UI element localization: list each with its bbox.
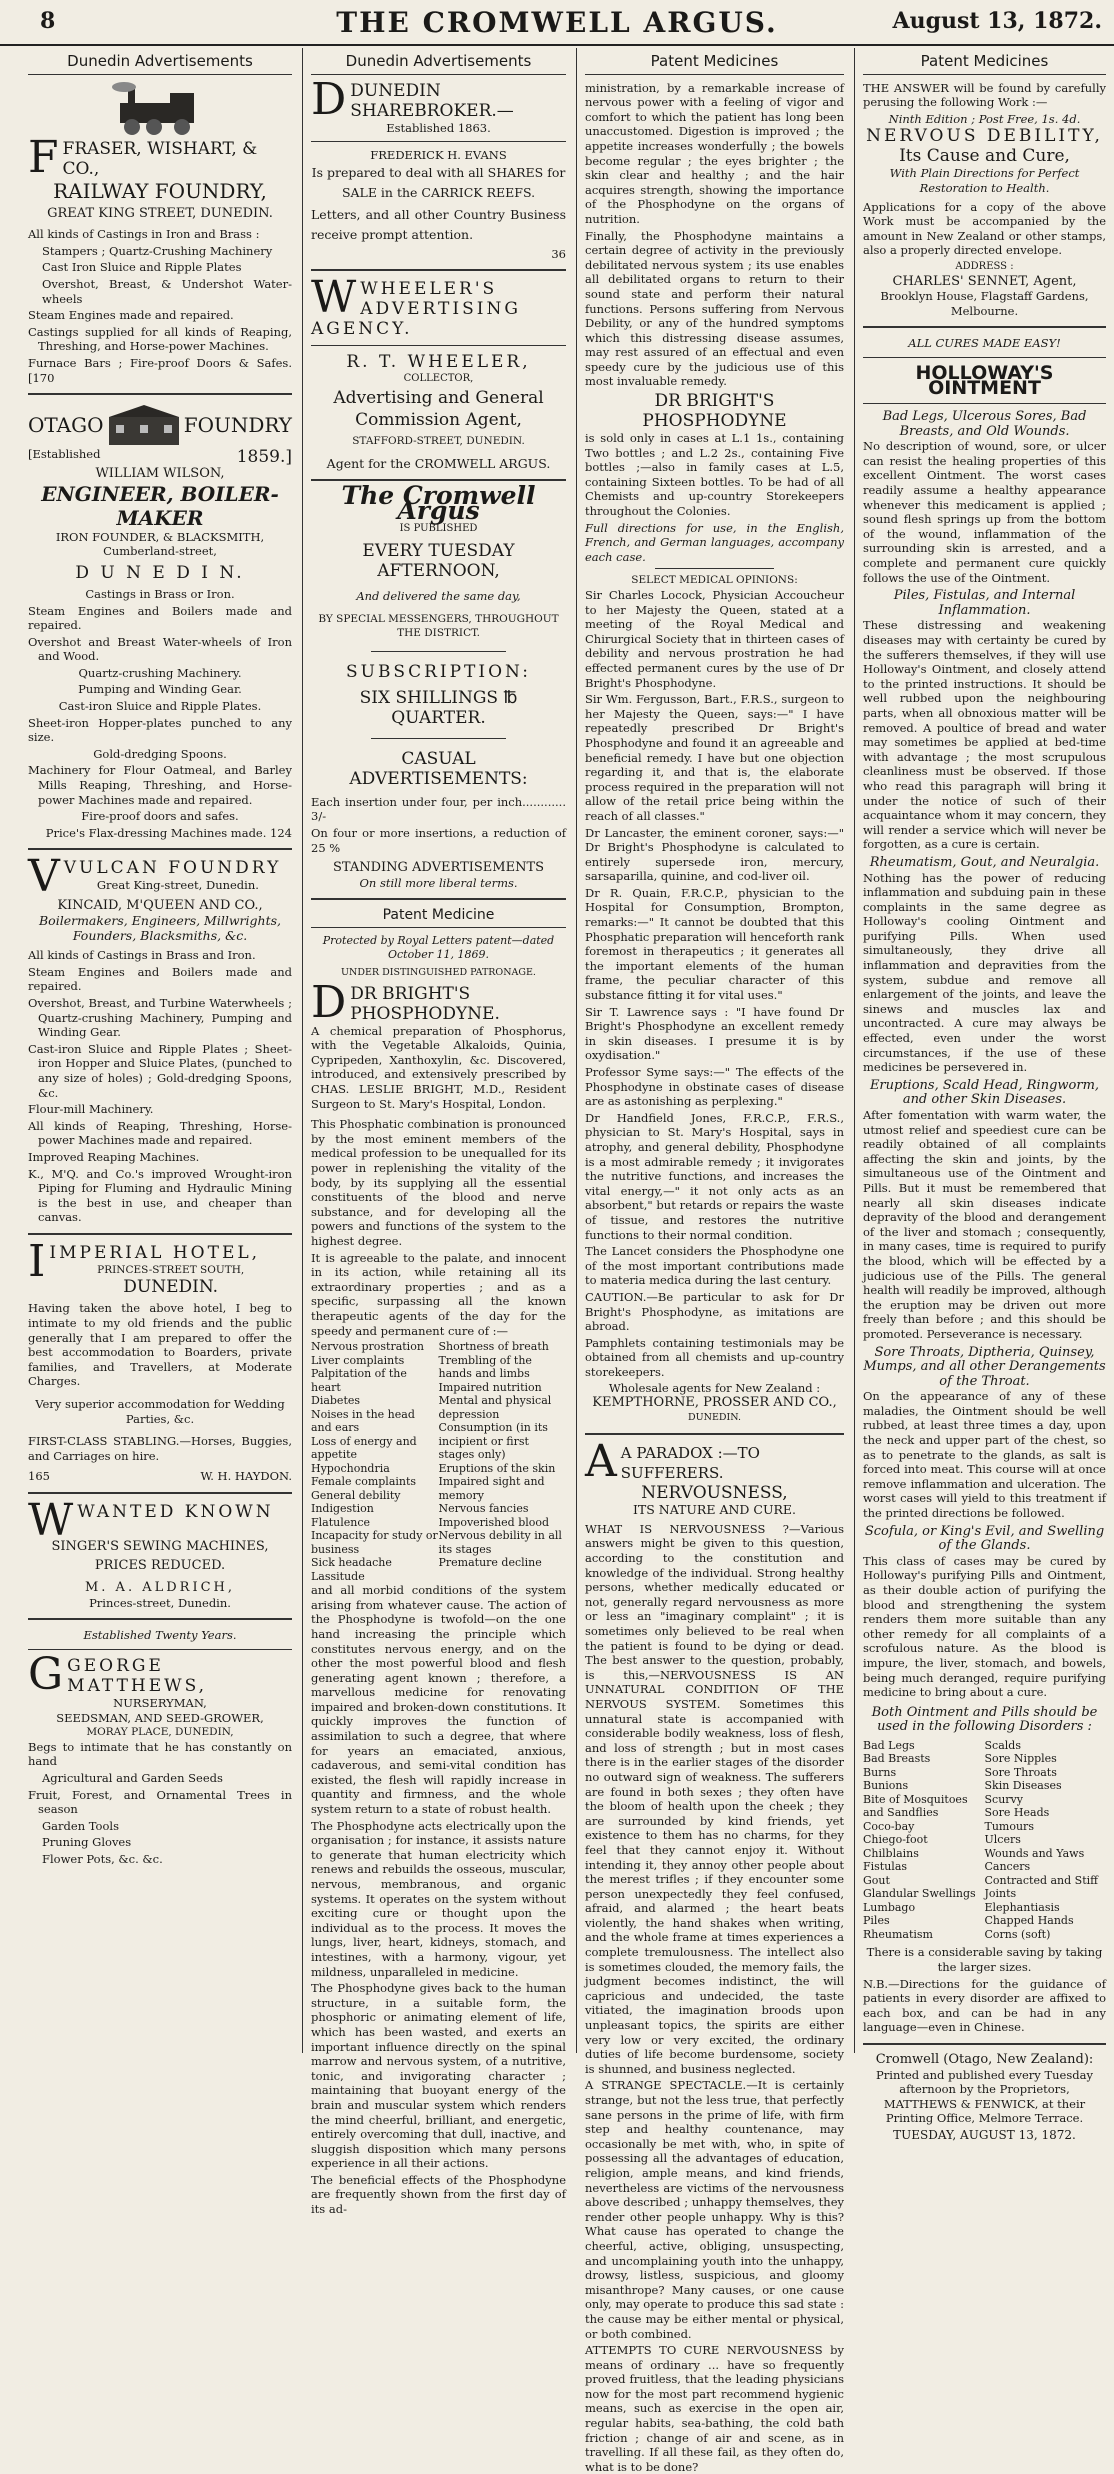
c3-p8: Dr R. Quain, F.R.C.P., physician to the Hospital for Consumption, Brompton, remarks:—" It cannot be doubted that this Phosphatic preparation will henceforth rank foremost in therapeutics ; it generates all the important elements of the human frame, the peculiar character of this substance fitting it for vital uses." [585,885,844,1003]
argus-casual: CASUAL ADVERTISEMENTS: [349,748,528,789]
imperial-num: 165 [28,1469,50,1484]
c4-date: TUESDAY, AUGUST 13, 1872. [893,2127,1076,2142]
c3-p9: Sir T. Lawrence says : "I have found Dr Bright's Phosphodyne an excellent remedy in skin diseases. I presume it is by oxydisation." [585,1004,844,1063]
vulcan-advert: V VULCAN FOUNDRY Great King-street, Dunedin. KINCAID, M'QUEEN AND CO., Boilermakers, Engineers, Millwrights, Founders, Blacksmiths, &c. All kinds of Castings in Brass and Iron. Steam Engines and Boilers made and repaired. Overshot, Breast, and Turbine Waterwheels ; Quartz-crushing Machinery, Pumping and Winding Gear. Cast-iron Sluice and Ripple Plates ; Sheet-iron Hopper and Sluice Plates, (punched to any size of holes) ; Gold-dredging Spoons, &c. Flour-mill Machinery. All kinds of Reaping, Threshing, Horse-power Machines made and repaired. Improved Reaping Machines. K., M'Q. and Co.'s improved Wrought-iron Piping for Fluming and Hydraulic Mining is the best in use, and cheaper than canvas. [28,851,292,1225]
otago-sub: IRON FOUNDER, & BLACKSMITH, [55,529,265,544]
fraser-address: GREAT KING STREET, DUNEDIN. [47,205,273,221]
list-item: Elephantiasis [984,1900,1060,1914]
fraser-line: Furnace Bars ; Fire-proof Doors & Safes. [170 [28,355,292,385]
argus-four: On four or more insertions, a reduction of 25 % [311,825,566,855]
imperial-wedding: Very superior accommodation for Wedding Parties, &c. [35,1397,285,1426]
vulcan-owners: KINCAID, M'QUEEN AND CO., [57,898,263,914]
c4-sub3: Rheumatism, Gout, and Neuralgia. [869,854,1100,870]
c3-p10: Professor Syme says:—" The effects of the Phosphodyne in obstinate cases of disease are as astonishing as perplexing." [585,1065,844,1109]
c4-holloway: HOLLOWAY'S OINTMENT [915,361,1054,399]
list-item: Diabetes [311,1394,361,1408]
vulcan-line: K., M'Q. and Co.'s improved Wrought-iron Piping for Fluming and Hydraulic Mining is the best in use, and cheaper than canvas. [28,1166,292,1225]
list-item: Sick headache [311,1556,392,1570]
list-item: Tumours [984,1819,1034,1833]
fraser-line: Overshot, Breast, & Undershot Water-wheels [42,276,292,306]
sharebroker-name: FREDERICK H. EVANS [370,148,507,163]
c4-both: Both Ointment and Pills should be used in the following Disorders : [871,1704,1098,1735]
otago-trade: ENGINEER, BOILER-MAKER [41,481,279,530]
patent-p6: The Phosphodyne gives back to the human structure, in a suitable form, the phosphoric or animating element of life, which has been wasted, and exerts an important influence directly on the spinal marrow and nervous system, of a nutritive, tonic, and invigorating character ; maintaining that buoyant energy of the brain and muscular system which renders the mind cheerful, brilliant, and energetic, entirely overcoming that dull, inactive, and sluggish disposition which many persons experience in all their actions. [311,1981,566,2171]
list-item: Fistulas [863,1860,908,1874]
c4-sub5: Sore Throats, Diptheria, Quinsey, Mumps, and all other Derangements of the Throat. [863,1344,1106,1389]
argus-advert [311,481,566,890]
column-1 [20,48,300,2053]
c4-imprint: Cromwell (Otago, New Zealand): [875,2052,1094,2067]
matthews-item: Flower Pots, &c. &c. [42,1851,163,1866]
otago-line: Machinery for Flour Oatmeal, and Barley Mills Reaping, Threshing, and Horse-power Machines made and repaired. [28,763,292,807]
paradox-p1: WHAT IS NERVOUSNESS ?—Various answers might be given to this question, according to the constitution and knowledge of the individual. Strong healthy persons, whether medically educated or not, generally regard nervousness as more or less an "imaginary complaint" ; it is sometimes only believed to be real when the patient is found to be dying or dead. The best answer to the question, probably, is this,—NERVOUSNESS IS AN UNNATURAL CONDITION OF THE NERVOUS SYSTEM. Sometimes this unnatural state is accompanied with considerable bodily weakness, loss of flesh, and loss of strength ; but in most cases there is in the earlier stages of the disorder no outward sign of weakness. The sufferers are found in both sexes ; they often have the bloom of health upon the cheek ; they are surrounded by kind friends, yet existence to them has no charms, for they feel that they cannot enjoy it. Without intending it, they annoy other people about the merest trifles ; if they encounter some person unexpectedly they feel confused, afraid, and alarmed ; the heart beats violently, the hand shakes when writing, and the whole frame at times experiences a complete tremulousness. The intellect also is sometimes clouded, the memory fails, the judgment becomes indistinct, the will capricious and undecided, the taste vitiated, the imagination broods upon unpleasant topics, the spirits are either very low or very excited, the ordinary duties of life become burdensome, society is shunned, and business neglected. [585,1521,844,2076]
argus-standing: STANDING ADVERTISEMENTS [332,860,545,876]
otago-owner: WILLIAM WILSON, [95,466,225,482]
wheeler-agent: Agent for the CROMWELL ARGUS. [326,455,551,471]
sharebroker-letters: Letters, and all other Country Business receive prompt attention. [311,206,566,242]
imperial-street: PRINCES-STREET SOUTH, [97,1263,245,1276]
c4-address: ADDRESS : [955,260,1014,272]
column-heading: Patent Medicines [585,48,844,75]
argus-subs: SUBSCRIPTION: [345,661,532,682]
matthews-name: GEORGE MATTHEWS, [67,1655,208,1696]
wanted-l1: SINGER'S SEWING MACHINES, [51,1539,269,1554]
wanted-street: Princes-street, Dunedin. [89,1595,231,1610]
list-item: Burns [863,1765,897,1779]
list-item: Lumbago [863,1900,916,1914]
matthews-est: Established Twenty Years. [83,1628,237,1643]
vulcan-line: Steam Engines and Boilers made and repaired. [28,964,292,994]
patent-patron: UNDER DISTINGUISHED PATRONAGE. [341,967,536,979]
otago-est: [Established [28,447,101,462]
fraser-advert: F FRASER, WISHART, & CO., RAILWAY FOUNDRY, GREAT KING STREET, DUNEDIN. All kinds of Castings in Iron and Brass : Stampers ; Quartz-Crushing Machinery Cast Iron Sluice and Ripple Plates Overshot, Breast, & Undershot Water-wheels Steam Engines made and repaired. Castings supplied for all kinds of Reaping, Threshing, and Horse-power Machines. Furnace Bars ; Fire-proof Doors & Safes. [170 [28,81,292,386]
vulcan-line: Improved Reaping Machines. [28,1149,200,1164]
masthead [0,0,1114,46]
paradox-sub: ITS NATURE AND CURE. [632,1502,797,1518]
otago-street: Cumberland-street, [103,544,217,559]
list-item: General debility [311,1488,401,1502]
list-item: Glandular Swellings [863,1887,976,1901]
imperial-sig: W. H. HAYDON. [200,1469,292,1484]
list-item: Scurvy [984,1792,1023,1806]
wanted-advert: W WANTED KNOWN SINGER'S SEWING MACHINES, PRICES REDUCED. M. A. ALDRICH, Princes-street, Dunedin. [28,1502,292,1610]
matthews-item: Fruit, Forest, and Ornamental Trees in season [28,1787,292,1817]
c3-p7: Dr Lancaster, the eminent coroner, says:—" Dr Bright's Phosphodyne is calculated to entirely supersede iron, mercury, sarsaparilla, quinine, and cod-liver oil. [585,825,844,884]
matthews-item: Agricultural and Garden Seeds [42,1770,223,1785]
wheeler-street: STAFFORD-STREET, DUNEDIN. [352,434,525,447]
wanted-title: WANTED KNOWN [77,1502,274,1522]
locomotive-icon [110,81,210,139]
otago-line: Cast-iron Sluice and Ripple Plates. [58,699,262,714]
list-item: Bad Breasts [863,1752,931,1766]
c4-apps: Applications for a copy of the above Work must be accompanied by the amount in New Zealand or other stamps, also a properly directed envelope. [863,199,1106,258]
fraser-line: Castings supplied for all kinds of Reaping, Threshing, and Horse-power Machines. [28,324,292,354]
list-item: Contracted and Stiff Joints [984,1873,1098,1901]
foundry-building-icon [104,403,184,447]
list-item: Chapped Hands [984,1914,1074,1928]
list-item: Scalds [984,1738,1021,1752]
list-item: Chilblains [863,1846,919,1860]
c3-p2: Finally, the Phosphodyne maintains a certain degree of activity in the previously debilitated nervous system ; its use enables all debilitated organs to return to their sound state and perform their natural functions. Persons suffering from Nervous Debility, or any of the hundred symptoms which this distressing disease assumes, may rest assured of an effectual and even speedy cure by the judicious use of this most invaluable remedy. [585,228,844,389]
c3-p14: Pamphlets containing testimonials may be obtained from all chemists and up-country storekeepers. [585,1335,844,1379]
argus-pub: IS PUBLISHED [399,523,478,535]
c4-saving: There is a considerable saving by taking the larger sizes. [866,1945,1103,1975]
list-item: Loss of energy and appetite [311,1434,417,1462]
fraser-line: All kinds of Castings in Iron and Brass : [28,227,260,242]
list-item: Nervous prostration [311,1340,424,1354]
argus-delivered: And delivered the same day, [356,588,521,603]
c3-h2: SELECT MEDICAL OPINIONS: [631,574,798,587]
otago-line: Gold-dredging Spoons. [93,746,227,761]
list-item: Mental and physical depression [438,1394,552,1421]
wheeler-l1: Advertising and General Commission Agent, [333,387,544,430]
c4-h2: Its Cause and Cure, [899,146,1070,167]
fraser-line: Steam Engines made and repaired. [28,308,234,323]
otago-line: Quartz-crushing Machinery. [78,665,242,680]
c3-agents: Wholesale agents for New Zealand : [608,1381,821,1396]
list-item: Indigestion [311,1502,374,1516]
list-item: Impaired sight and memory [438,1475,545,1502]
c3-p6: Sir Wm. Fergusson, Bart., F.R.S., surgeon to her Majesty the Queen, says:—" I have repeatedly prescribed Dr Bright's Phosphodyne and found it an agreeable and beneficial remedy. I have but one objection regarding it, and that is, the elaborate process required in the preparation will not allow of the retail price being within the reach of all classes." [585,692,844,823]
list-item: Premature decline [438,1556,542,1570]
otago-line: Overshot and Breast Water-wheels of Iron and Wood. [28,634,292,664]
vulcan-line: Flour-mill Machinery. [28,1102,154,1117]
paradox-title: A PARADOX :—TO SUFFERERS. [620,1444,760,1483]
list-item: Liver complaints [311,1353,405,1367]
otago-left: OTAGO [28,413,104,438]
list-item: Sore Heads [984,1806,1050,1820]
vulcan-line: All kinds of Reaping, Threshing, Horse-power Machines made and repaired. [28,1118,292,1148]
argus-each: Each insertion under four, per inch............ 3/- [311,794,566,824]
otago-line: Sheet-iron Hopper-plates punched to any size. [28,715,292,745]
c4-ed: Ninth Edition ; Post Free, 1s. 4d. [888,111,1081,126]
argus-title: The Cromwell Argus [341,481,536,525]
matthews-l1: NURSERYMAN, [113,1695,207,1710]
column-heading: Dunedin Advertisements [28,48,292,75]
list-item: Hypochondria [311,1461,390,1475]
otago-line: Fire-proof doors and safes. [81,809,239,824]
imperial-body: Having taken the above hotel, I beg to intimate to my old friends and the public generally that I am prepared to offer the best accommodation to Boarders, private families, and Travellers, at Moderate Charges. [28,1301,292,1389]
list-item: Skin Diseases [984,1779,1062,1793]
matthews-intro: Begs to intimate that he has constantly on hand [28,1739,292,1769]
c4-h: NERVOUS DEBILITY, [866,126,1103,147]
list-item: Nervous debility in all its stages [438,1529,562,1556]
phosphodyne-advert: Patent Medicine Protected by Royal Letters patent—dated October 11, 1869. UNDER DISTINGUISHED PATRONAGE. D DR BRIGHT'S PHOSPHODYNE. A chemical preparation of Phosphorus, with the Vegetable Alkaloids, Quinia, Cypripeden, Xanthoxylin, &c. Discovered, introduced, and extensively prescribed by CHAS. LESLIE BRIGHT, M.D., Resident Surgeon to St. Mary's Hospital, London. This Phosphatic combination is pronounced by the most eminent members of the medical profession to be unequalled for its power in replenishing the vitality of the body, by its supplying all the essential constituents of the blood and nerve substance, and for developing all the powers and functions of the system to the highest degree. It is agreeable to the palate, and innocent in its action, while retaining all its extraordinary properties ; and as a specific, surpassing all the known therapeutic agents of the day for the speedy and permanent cure of :— Nervous prostration Liver complaints Palpitation of the heart Diabetes Noises in the head and ears Loss of energy and appetite Hypochondria Female complaints General debility Indigestion Flatulence Incapacity for study or business Sick headache Lassitude Shortness of breath Trembling of the hands and limbs Impaired nutrition Mental and physical depression Consumption (in its incipient or first stages only) Eruptions of the skin Impaired sight and memory Nervous fancies Impoverished blood Nervous debility in all its stages Premature decline and all morbid conditions of the system arising from whatever cause. The action of the Phosphodyne is twofold—on the one hand increasing the principle which constitutes nervous energy, and on the other the most powerful blood and flesh generating agent known ; therefore, a marvellous medicine for renovating impaired and broken-down constitutions. It quickly improves the function of assimilation to such a degree, that where for years an emaciated, anxious, cadaverous, and semi-vital condition has existed, the flesh will rapidly increase in quantity and firmness, and the whole system return to a state of robust health. The Phosphodyne acts electrically upon the organisation ; for instance, it assists nature to generate that human electricity which renews and rebuilds the osseous, muscular, nervous, membranous, and organic systems. It operates on the system without exciting cure or thought upon the individual as to the process. It moves the lungs, liver, heart, kidneys, stomach, and intestines, with a harmony, vigour, yet mildness, unparalleled in medicine. The Phosphodyne gives back to the human structure, in a suitable form, the phosphoric or animating element of life, which has been wasted, and exerts an important influence directly on the spinal marrow and nervous system, of a nutritive, tonic, and invigorating character ; maintaining that buoyant energy of the brain and muscular system which renders the mind cheerful, brilliant, and energetic, entirely overcoming that dull, inactive, and sluggish disposition which many persons experience in all their actions. The beneficial effects of the Phosphodyne are frequently shown from the first day of its ad- [311,907,566,2217]
patent-p7: The beneficial effects of the Phosphodyne are frequently shown from the first day of its ad- [311,2172,566,2217]
list-item: Sore Nipples [984,1752,1057,1766]
wheeler-role: COLLECTOR, [403,373,474,385]
column-2 [302,48,574,2217]
column-heading: Patent Medicines [863,48,1106,75]
c4-allcures: ALL CURES MADE EASY! [908,336,1061,351]
otago-city: D U N E D I N. [75,562,245,583]
patent-p2: This Phosphatic combination is pronounced by the most eminent members of the medical profession to be unequalled for its power in replenishing the vitality of the body, by its supplying all the essential constituents of the blood and nerve substance, and for developing all the powers and functions of the system to the highest degree. [311,1117,566,1248]
c4-answer: THE ANSWER will be found by carefully perusing the following Work :— [863,80,1106,110]
list-item: Bad Legs [863,1738,915,1752]
sharebroker-num: 36 [551,246,566,261]
otago-line: Castings in Brass or Iron. [85,586,235,601]
imperial-advert: I IMPERIAL HOTEL, PRINCES-STREET SOUTH, DUNEDIN. Having taken the above hotel, I beg to intimate to my old friends and the public generally that I am prepared to offer the best accommodation to Boarders, private families, and Travellers, at Moderate Charges. Very superior accommodation for Wedding Parties, &c. FIRST-CLASS STABLING.—Horses, Buggies, and Carriages on hire. 165 W. H. HAYDON. [28,1235,292,1484]
otago-advert [28,403,292,840]
patent-p4: and all morbid conditions of the system arising from whatever cause. The action of the Phosphodyne is twofold—on the one hand increasing the principle which constitutes nervous energy, and on the other the most powerful blood and flesh generating agent known ; therefore, a marvellous medicine for renovating impaired and broken-down constitutions. It quickly improves the function of assimilation to such a degree, that where for years an emaciated, anxious, cadaverous, and semi-vital condition has existed, the flesh will rapidly increase in quantity and firmness, and the whole system return to a state of robust health. [311,1583,566,1817]
c4-disorder-list [863,1739,1106,1942]
otago-right: FOUNDRY [183,413,292,438]
vulcan-trades: Boilermakers, Engineers, Millwrights, Founders, Blacksmiths, &c. [39,913,281,943]
patent-p3: It is agreeable to the palate, and innocent in its action, while retaining all its extraordinary properties ; and as a specific, surpassing all the known therapeutic agents of the day for the speedy and permanent cure of :— [311,1250,566,1338]
patent-p5: The Phosphodyne acts electrically upon the organisation ; for instance, it assists nature to generate that human electricity which renews and rebuilds the osseous, muscular, nervous, membranous, and organic systems. It operates on the system without exciting cure or thought upon the individual as to the process. It moves the lungs, liver, heart, kidneys, stomach, and intestines, with a harmony, vigour, yet mildness, unparalleled in medicine. [311,1818,566,1979]
list-item: Impoverished blood [438,1515,550,1529]
list-item: Gout [863,1873,890,1887]
c3-h1: DR BRIGHT'S PHOSPHODYNE [642,391,787,432]
wheeler-advert: W WHEELER'S ADVERTISING AGENCY. R. T. WHEELER, COLLECTOR, Advertising and General Commission Agent, STAFFORD-STREET, DUNEDIN. Agent for the CROMWELL ARGUS. [311,279,566,471]
list-item: Consumption (in its incipient or first stages only) [438,1421,548,1462]
c4-sennet: CHARLES' SENNET, Agent, [892,273,1077,289]
c4-plain: With Plain Directions for Perfect Restoration to Health. [889,166,1080,195]
c4-p2: These distressing and weakening diseases may with certainty be cured by the sufferers themselves, if they will use Holloway's Ointment, and closely attend to the printed instructions. It should be well rubbed upon the neighbouring parts, when all obnoxious matter will be removed. A poultice of bread and water may sometimes be applied at bed-time with advantage ; the most scrupulous cleanliness must be observed. If those who read this paragraph will bring it under the notice of such of their acquaintance whom it may concern, they will render a service which will never be forgotten, as a cure is certain. [863,618,1106,852]
argus-liberal: On still more liberal terms. [359,875,518,890]
c4-nb: N.B.—Directions for the guidance of patients in every disorder are affixed to each box, and can be had in any language—even in Chinese. [863,1976,1106,2035]
c3-p11: Dr Handfield Jones, F.R.C.P., F.R.S., physician to St. Mary's Hospital, says in atrophy, and general debility, Phosphodyne is a most admirable remedy ; it invigorates the nutritive functions, and increases the vital energy,—" it not only acts as an absorbent," but retards or repairs the waste of tissue, and restores the nutritive functions to their normal condition. [585,1110,844,1242]
column-3 [576,48,852,2474]
imperial-city: DUNEDIN. [123,1277,219,1298]
matthews-item: Pruning Gloves [42,1835,132,1850]
list-item: Palpitation of the heart [311,1367,407,1394]
paradox-p3: ATTEMPTS TO CURE NERVOUSNESS by means of ordinary ... have so frequently proved fruitless, that the leading physicians now for the most part recommend hygienic means, such as exercise in the open air, regular habits, sea-bathing, the cold bath friction ; change of air and scene, as in travelling. If all these fail, as they often do, what is to be done? [585,2343,844,2474]
c4-sub4: Eruptions, Scald Head, Ringworm, and other Skin Diseases. [869,1077,1100,1108]
list-item: Bunions [863,1779,909,1793]
list-item: Corns (soft) [984,1927,1051,1941]
list-item: Rheumatism [863,1927,933,1941]
c4-p5: On the appearance of any of these maladies, the Ointment should be well rubbed, at least three times a day, upon the neck and upper part of the chest, so as to penetrate to the glands, as salt is forced into meat. This course will at once remove inflammation and ulceration. The worst cases will yield to this treatment if the printed directions be followed. [863,1389,1106,1521]
c4-sub2: Piles, Fistulas, and Internal Inflammation. [893,588,1076,618]
c3-firm: KEMPTHORNE, PROSSER AND CO., [592,1395,837,1411]
fraser-line: Stampers ; Quartz-Crushing Machinery [42,243,273,258]
list-item: Incapacity for study or business [311,1529,438,1556]
list-item: Chiego-foot [863,1833,928,1847]
argus-messengers: BY SPECIAL MESSENGERS, THROUGHOUT THE DISTRICT. [318,612,559,640]
vulcan-street: Great King-street, Dunedin. [96,878,259,893]
list-item: Lassitude [311,1569,365,1583]
sharebroker-advert: D DUNEDIN SHAREBROKER.— Established 1863. FREDERICK H. EVANS Is prepared to deal with all SHARES for SALE in the CARRICK REEFS. Letters, and all other Country Business receive prompt attention. 36 [311,73,566,261]
c4-sub1: Bad Legs, Ulcerous Sores, Bad Breasts, and Old Wounds. [882,409,1087,439]
matthews-l3: MORAY PLACE, DUNEDIN, [86,1726,234,1739]
otago-line: Steam Engines and Boilers made and repaired. [28,603,292,633]
wanted-l2: PRICES REDUCED. [94,1557,226,1573]
list-item: Eruptions of the skin [438,1461,556,1475]
list-item: Flatulence [311,1515,370,1529]
c4-p3: Nothing has the power of reducing inflammation and subduing pain in these complaints in the same degree as Holloway's cooling Ointment and purifying Pills. When used simultaneously, they drive all inflammation and depravities from the system, subdue and remove all enlargement of the joints, and leave the sinews and muscles lax and uncontracted. A cure may always be effected, even under the worst circumstances, if the use of these medicines be persevered in. [863,870,1106,1075]
c3-p3: is sold only in cases at L.1 1s., containing Two bottles ; and L.2 2s., containing Five bottles ;—also in family cases at L.5, containing Sixteen bottles. To be had of all Chemists and up-country Storekeepers throughout the Colonies. [585,431,844,519]
list-item: Piles [863,1914,890,1928]
c4-p1: No description of wound, sore, or ulcer can resist the healing properties of this excellent Ointment. The worst cases readily assume a healthy appearance whenever this medicament is applied ; sound flesh springs up from the bottom of the wound, inflammation of the surrounding skin is arrested, and a complete and permanent cure quickly follows the use of the Ointment. [863,439,1106,585]
sharebroker-est: Established 1863. [386,120,491,135]
list-item: Impaired nutrition [438,1380,542,1394]
c3-p12: The Lancet considers the Phosphodyne one of the most important contributions made to materia medica during the last century. [585,1244,844,1288]
patent-p1: A chemical preparation of Phosphorus, with the Vegetable Alkaloids, Quinia, Cypripeden, Xanthoxylin, &c. Discovered, introduced, and extensively prescribed by CHAS. LESLIE BRIGHT, M.D., Resident Surgeon to St. Mary's Hospital, London. [311,1023,566,1111]
patent-prot: Protected by Royal Letters patent—dated October 11, 1869. [322,933,555,962]
paradox-p2: A STRANGE SPECTACLE.—It is certainly strange, but not the less true, that perfectly sane persons in the prime of life, with firm step and healthy countenance, may occasionally be met with, who, in spite of possessing all the advantages of education, religion, ample means, and kind friends, nevertheless are victims of the nervousness above described ; unhappy themselves, they render other people unhappy. Why is this? What cause has operated to change the cheerful, active, obliging, unsuspecting, and uncomplaining youth into the unhappy, drowsy, listless, suspicious, and gloomy misanthrope? Many causes, or one cause only, may operate to produce this sad state : the cause may be either mental or physical, or both combined. [585,2078,844,2341]
list-item: Wounds and Yaws [984,1846,1085,1860]
paradox-advert: A A PARADOX :—TO SUFFERERS. NERVOUSNESS, ITS NATURE AND CURE. WHAT IS NERVOUSNESS ?—Various answers might be given to this question, according to the constitution and knowledge of the individual. Strong healthy persons, whether medically educated or not, generally regard nervousness as more or less an "imaginary complaint" ; it is sometimes only believed to be real when the patient is found to be dying or dead. The best answer to the question, probably, is this,—NERVOUSNESS IS AN UNNATURAL CONDITION OF THE NERVOUS SYSTEM. Sometimes this unnatural state is accompanied with considerable bodily weakness, loss of flesh, and loss of strength ; but in most cases there is in the earlier stages of the disorder no outward sign of weakness. The sufferers are found in both sexes ; they often have the bloom of health upon the cheek ; they are surrounded by kind friends, yet existence to them has no charms, for they feel that they cannot enjoy it. Without intending it, they annoy other people about the merest trifles ; if they encounter some person unexpectedly they feel confused, afraid, and alarmed ; the heart beats violently, the hand shakes when writing, and the whole frame at times experiences a complete tremulousness. The intellect also is sometimes clouded, the memory fails, the judgment becomes indistinct, the will capricious and undecided, the taste vitiated, the imagination broods upon unpleasant topics, the spirits are either very low or very excited, the ordinary duties of life become burdensome, society is shunned, and business neglected. A STRANGE SPECTACLE.—It is certainly strange, but not the less true, that perfectly sane persons in the prime of life, with firm step and healthy countenance, may occasionally be met with, who, in spite of possessing all the advantages of education, religion, ample means, and kind friends, nevertheless are victims of the nervousness above described ; unhappy themselves, they render other people unhappy. Why is this? What cause has operated to change the cheerful, active, obliging, unsuspecting, and uncomplaining youth into the unhappy, drowsy, listless, suspicious, and gloomy misanthrope? Many causes, or one cause only, may operate to produce this sad state : the cause may be either mental or physical, or both combined. ATTEMPTS TO CURE NERVOUSNESS by means of ordinary ... have so frequently proved fruitless, that the leading physicians now for the most part recommend hygienic means, such as exercise in the open air, regular habits, sea-bathing, the cold bath friction ; change of air and scene, as in travelling. If all these fail, as they often do, what is to be done? [585,1436,844,2474]
patent-title: DR BRIGHT'S PHOSPHODYNE. [350,983,500,1024]
c4-p4: After fomentation with warm water, the utmost relief and speediest cure can be readily obtained of all complaints affecting the skin and joints, by the simultaneous use of the Ointment and Pills. But it must be remembered that nearly all skin diseases indicate depravity of the blood and derangement of the liver and stomach ; consequently, in many cases, time is required to purify the blood, which will be effected by a judicious use of the Pills. The general health will readily be improved, although the eruption may be driven out more freely than before ; and this should be promoted. Perseverance is necessary. [863,1108,1106,1341]
patent-heading: Patent Medicine [311,908,566,928]
c3-p1: ministration, by a remarkable increase of nervous power with a feeling of vigor and comfort to which the patient has long been unaccustomed. Digestion is improved ; the appetite increases wonderfully ; the bowels become regular ; the eyes brighter ; the skin clear and healthy ; and the hair acquires strength, showing the importance of the Phosphodyne on the organs of nutrition. [585,80,844,226]
matthews-l2: SEEDSMAN, AND SEED-GROWER, [56,1710,264,1725]
c3-p4: Full directions for use, in the English, French, and German languages, accompany each case. [585,520,844,564]
imperial-stabling: FIRST-CLASS STABLING.—Horses, Buggies, and Carriages on hire. [28,1434,292,1463]
wheeler-title: WHEELER'S ADVERTISING AGENCY. [311,279,521,340]
vulcan-name: VULCAN FOUNDRY [63,858,282,879]
sharebroker-title: DUNEDIN SHAREBROKER.— [350,80,514,121]
otago-line: Price's Flax-dressing Machines made. 124 [45,825,292,840]
vulcan-line: Cast-iron Sluice and Ripple Plates ; Sheet-iron Hopper and Sluice Plates, (punched to any size of holes) ; Gold-dredging Spoons, &c. [28,1041,292,1100]
list-item: Nervous fancies [438,1502,529,1516]
paradox-h: NERVOUSNESS, [641,1483,788,1504]
page-number: 8 [40,8,56,34]
c3-p5: Sir Charles Locock, Physician Accoucheur to her Majesty the Queen, stated at a meeting of the Royal Medical and Chirurgical Society that in thirteen cases of debility and nervous prostration he had effected permanent cures by the use of Dr Bright's Phosphodyne. [585,588,844,690]
argus-day: EVERY TUESDAY AFTERNOON, [362,540,515,581]
list-item: Coco-bay [863,1819,915,1833]
argus-price: SIX SHILLINGS ℔ QUARTER. [359,687,518,728]
fraser-line: Cast Iron Sluice and Ripple Plates [42,260,242,275]
fraser-name: FRASER, WISHART, & CO., [62,138,258,179]
c3-city: DUNEDIN. [688,1411,741,1423]
wanted-name: M. A. ALDRICH, [84,1580,235,1596]
matthews-advert: Established Twenty Years. G GEORGE MATTHEWS, NURSERYMAN, SEEDSMAN, AND SEED-GROWER, MORAY PLACE, DUNEDIN, Begs to intimate that he has constantly on hand Agricultural and Garden Seeds Fruit, Forest, and Ornamental Trees in season Garden Tools Pruning Gloves Flower Pots, &c. &c. [28,1628,292,1866]
issue-date: August 13, 1872. [892,8,1102,34]
list-item: Cancers [984,1860,1031,1874]
column-4 [854,48,1114,2142]
list-item: Trembling of the hands and limbs [438,1353,532,1381]
list-item: Female complaints [311,1475,417,1489]
c4-sub6: Scofula, or King's Evil, and Swelling of the Glands. [864,1523,1105,1554]
column-heading: Dunedin Advertisements [311,48,566,75]
imperial-name: IMPERIAL HOTEL, [49,1242,261,1263]
wheeler-name: R. T. WHEELER, [346,352,531,373]
list-item: Shortness of breath [438,1340,549,1354]
c4-p6: This class of cases may be cured by Holloway's purifying Pills and Ointment, as their double action of purifying the blood and strengthening the system renders them more suitable than any other remedy for all complaints of a scrofulous nature. As the blood is impure, the liver, stomach, and bowels, being much deranged, require purifying medicine to bring about a cure. [863,1553,1106,1700]
list-item: Sore Throats [984,1765,1057,1779]
sharebroker-body: Is prepared to deal with all SHARES for SALE in the CARRICK REEFS. [311,164,566,200]
otago-line: Pumping and Winding Gear. [78,682,242,697]
c3-p13: CAUTION.—Be particular to ask for Dr Bright's Phosphodyne, as imitations are abroad. [585,1289,844,1334]
vulcan-line: All kinds of Castings in Brass and Iron. [28,948,256,963]
list-item: Bite of Mosquitoes and Sandflies [863,1792,968,1820]
list-item: Noises in the head and ears [311,1407,415,1435]
fraser-firm: RAILWAY FOUNDRY, [53,178,267,203]
newspaper-title: THE CROMWELL ARGUS. [336,6,778,39]
vulcan-line: Overshot, Breast, and Turbine Waterwheels ; Quartz-crushing Machinery, Pumping and Winding Gear. [28,995,292,1040]
c4-imprint2: Printed and published every Tuesday afternoon by the Proprietors, MATTHEWS & FENWICK, at their Printing Office, Melmore Terrace. [876,2067,1093,2126]
list-item: Ulcers [984,1833,1021,1847]
matthews-item: Garden Tools [42,1818,119,1833]
c4-brooklyn: Brooklyn House, Flagstaff Gardens, Melbourne. [880,289,1089,318]
patent-symptom-list [311,1340,566,1583]
otago-year: 1859.] [236,447,292,468]
